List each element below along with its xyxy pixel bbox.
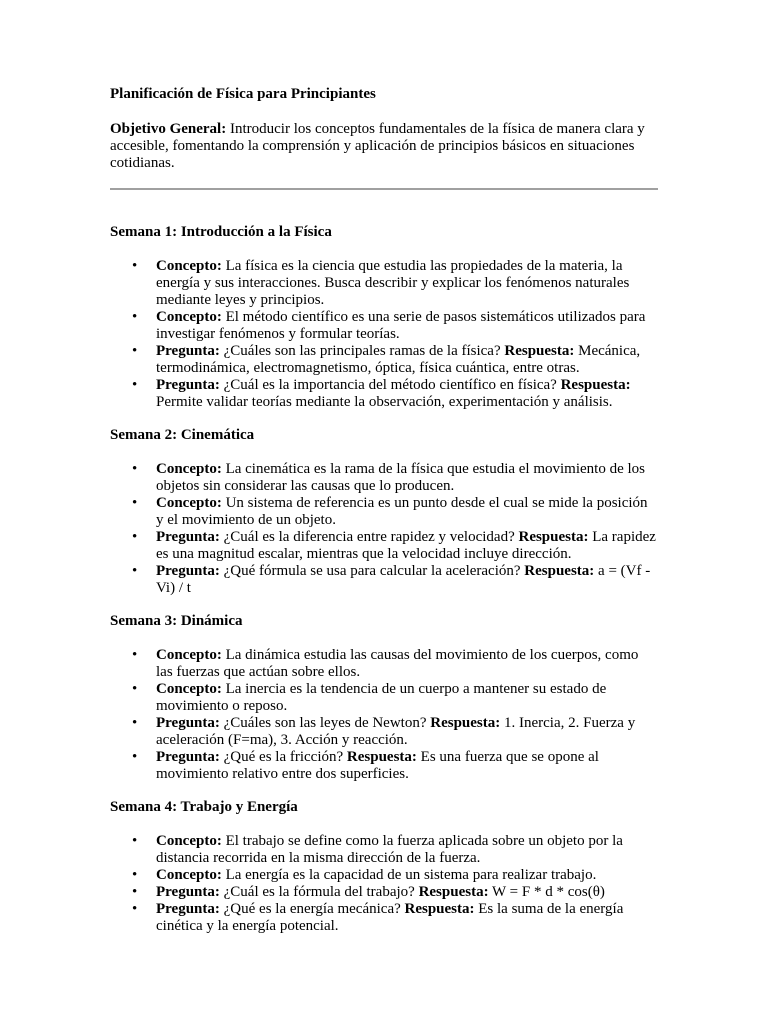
bullet-icon: • bbox=[132, 647, 138, 663]
bullet-icon: • bbox=[132, 258, 138, 274]
respuesta-text: 1. Inercia, 2. Fuerza y aceleración (F=ma), 3. Acción y reacción. bbox=[156, 715, 636, 748]
respuesta-label: Respuesta: bbox=[430, 715, 501, 731]
bullet-icon: • bbox=[132, 867, 138, 883]
respuesta-text: Mecánica, termodinámica, electromagnetismo, óptica, física cuántica, entre otras. bbox=[156, 343, 641, 376]
pregunta-label: Pregunta: bbox=[156, 563, 220, 579]
list-item bbox=[132, 715, 658, 749]
concepto-text: La cinemática es la rama de la física que estudia el movimiento de los objetos sin considerar las causas que lo producen. bbox=[156, 461, 645, 494]
bullet-icon: • bbox=[132, 884, 138, 900]
list-item bbox=[132, 901, 658, 935]
week-item-list bbox=[110, 647, 658, 783]
respuesta-label: Respuesta: bbox=[504, 343, 575, 359]
concepto-label: Concepto: bbox=[156, 258, 222, 274]
concepto-label: Concepto: bbox=[156, 495, 222, 511]
list-item bbox=[132, 884, 658, 901]
concepto-text: El método científico es una serie de pasos sistemáticos utilizados para investigar fenómenos y formular teorías. bbox=[156, 309, 646, 342]
week-item-list bbox=[110, 461, 658, 597]
list-item bbox=[132, 343, 658, 377]
section-divider bbox=[110, 188, 658, 190]
list-item bbox=[132, 461, 658, 495]
week-heading: Semana 4: Trabajo y Energía bbox=[110, 799, 298, 815]
bullet-icon: • bbox=[132, 495, 138, 511]
list-item bbox=[132, 495, 658, 529]
list-item bbox=[132, 377, 658, 411]
pregunta-text: ¿Cuál es la importancia del método científico en física? bbox=[223, 377, 557, 393]
concepto-label: Concepto: bbox=[156, 647, 222, 663]
list-item bbox=[132, 309, 658, 343]
respuesta-text: Es una fuerza que se opone al movimiento relativo entre dos superficies. bbox=[156, 749, 599, 782]
pregunta-label: Pregunta: bbox=[156, 715, 220, 731]
pregunta-text: ¿Cuáles son las principales ramas de la física? bbox=[223, 343, 501, 359]
pregunta-text: ¿Qué es la energía mecánica? bbox=[223, 901, 401, 917]
week-heading: Semana 3: Dinámica bbox=[110, 613, 243, 629]
bullet-icon: • bbox=[132, 749, 138, 765]
bullet-icon: • bbox=[132, 901, 138, 917]
bullet-icon: • bbox=[132, 377, 138, 393]
document-title: Planificación de Física para Principiantes bbox=[110, 86, 376, 102]
respuesta-label: Respuesta: bbox=[518, 529, 589, 545]
concepto-label: Concepto: bbox=[156, 681, 222, 697]
respuesta-text: W = F * d * cos(θ) bbox=[492, 884, 605, 900]
concepto-text: La inercia es la tendencia de un cuerpo a mantener su estado de movimiento o reposo. bbox=[156, 681, 607, 714]
list-item bbox=[132, 258, 658, 309]
list-item bbox=[132, 681, 658, 715]
pregunta-label: Pregunta: bbox=[156, 884, 220, 900]
concepto-text: La dinámica estudia las causas del movimiento de los cuerpos, como las fuerzas que actúan sobre ellos. bbox=[156, 647, 639, 680]
concepto-text: El trabajo se define como la fuerza aplicada sobre un objeto por la distancia recorrida en la misma dirección de la fuerza. bbox=[156, 833, 623, 866]
pregunta-text: ¿Qué es la fricción? bbox=[223, 749, 344, 765]
week-item-list bbox=[110, 258, 658, 411]
pregunta-text: ¿Qué fórmula se usa para calcular la aceleración? bbox=[223, 563, 521, 579]
list-item bbox=[132, 833, 658, 867]
pregunta-text: ¿Cuál es la fórmula del trabajo? bbox=[223, 884, 415, 900]
list-item bbox=[132, 749, 658, 783]
respuesta-text: La rapidez es una magnitud escalar, mientras que la velocidad incluye dirección. bbox=[156, 529, 656, 562]
week-item-list bbox=[110, 833, 658, 935]
bullet-icon: • bbox=[132, 343, 138, 359]
document-page bbox=[110, 86, 658, 935]
list-item bbox=[132, 563, 658, 597]
concepto-text: La energía es la capacidad de un sistema para realizar trabajo. bbox=[225, 867, 597, 883]
bullet-icon: • bbox=[132, 529, 138, 545]
respuesta-text: Es la suma de la energía cinética y la energía potencial. bbox=[156, 901, 624, 934]
concepto-label: Concepto: bbox=[156, 867, 222, 883]
objective-paragraph bbox=[110, 121, 658, 172]
respuesta-text: a = (Vf - Vi) / t bbox=[156, 563, 651, 596]
bullet-icon: • bbox=[132, 309, 138, 325]
concepto-label: Concepto: bbox=[156, 833, 222, 849]
respuesta-label: Respuesta: bbox=[560, 377, 631, 393]
pregunta-text: ¿Cuáles son las leyes de Newton? bbox=[223, 715, 427, 731]
week-heading: Semana 1: Introducción a la Física bbox=[110, 224, 332, 240]
pregunta-label: Pregunta: bbox=[156, 749, 220, 765]
respuesta-label: Respuesta: bbox=[418, 884, 489, 900]
pregunta-label: Pregunta: bbox=[156, 343, 220, 359]
bullet-icon: • bbox=[132, 715, 138, 731]
concepto-label: Concepto: bbox=[156, 461, 222, 477]
concepto-text: Un sistema de referencia es un punto desde el cual se mide la posición y el movimiento de un objeto. bbox=[156, 495, 648, 528]
concepto-text: La física es la ciencia que estudia las propiedades de la materia, la energía y sus interacciones. Busca describir y explicar los fenómenos naturales mediante leyes y principios. bbox=[156, 258, 630, 308]
bullet-icon: • bbox=[132, 461, 138, 477]
list-item bbox=[132, 647, 658, 681]
respuesta-label: Respuesta: bbox=[346, 749, 417, 765]
respuesta-text: Permite validar teorías mediante la observación, experimentación y análisis. bbox=[156, 394, 613, 410]
bullet-icon: • bbox=[132, 681, 138, 697]
objective-label: Objetivo General: bbox=[110, 121, 227, 137]
objective-text: Introducir los conceptos fundamentales de la física de manera clara y accesible, fomentando la comprensión y aplicación de principios básicos en situaciones cotidianas. bbox=[110, 121, 645, 171]
weeks-container bbox=[110, 224, 658, 935]
bullet-icon: • bbox=[132, 563, 138, 579]
bullet-icon: • bbox=[132, 833, 138, 849]
list-item bbox=[132, 867, 658, 884]
respuesta-label: Respuesta: bbox=[404, 901, 475, 917]
list-item bbox=[132, 529, 658, 563]
pregunta-label: Pregunta: bbox=[156, 901, 220, 917]
concepto-label: Concepto: bbox=[156, 309, 222, 325]
pregunta-label: Pregunta: bbox=[156, 377, 220, 393]
respuesta-label: Respuesta: bbox=[524, 563, 595, 579]
pregunta-text: ¿Cuál es la diferencia entre rapidez y velocidad? bbox=[223, 529, 515, 545]
week-heading: Semana 2: Cinemática bbox=[110, 427, 255, 443]
pregunta-label: Pregunta: bbox=[156, 529, 220, 545]
